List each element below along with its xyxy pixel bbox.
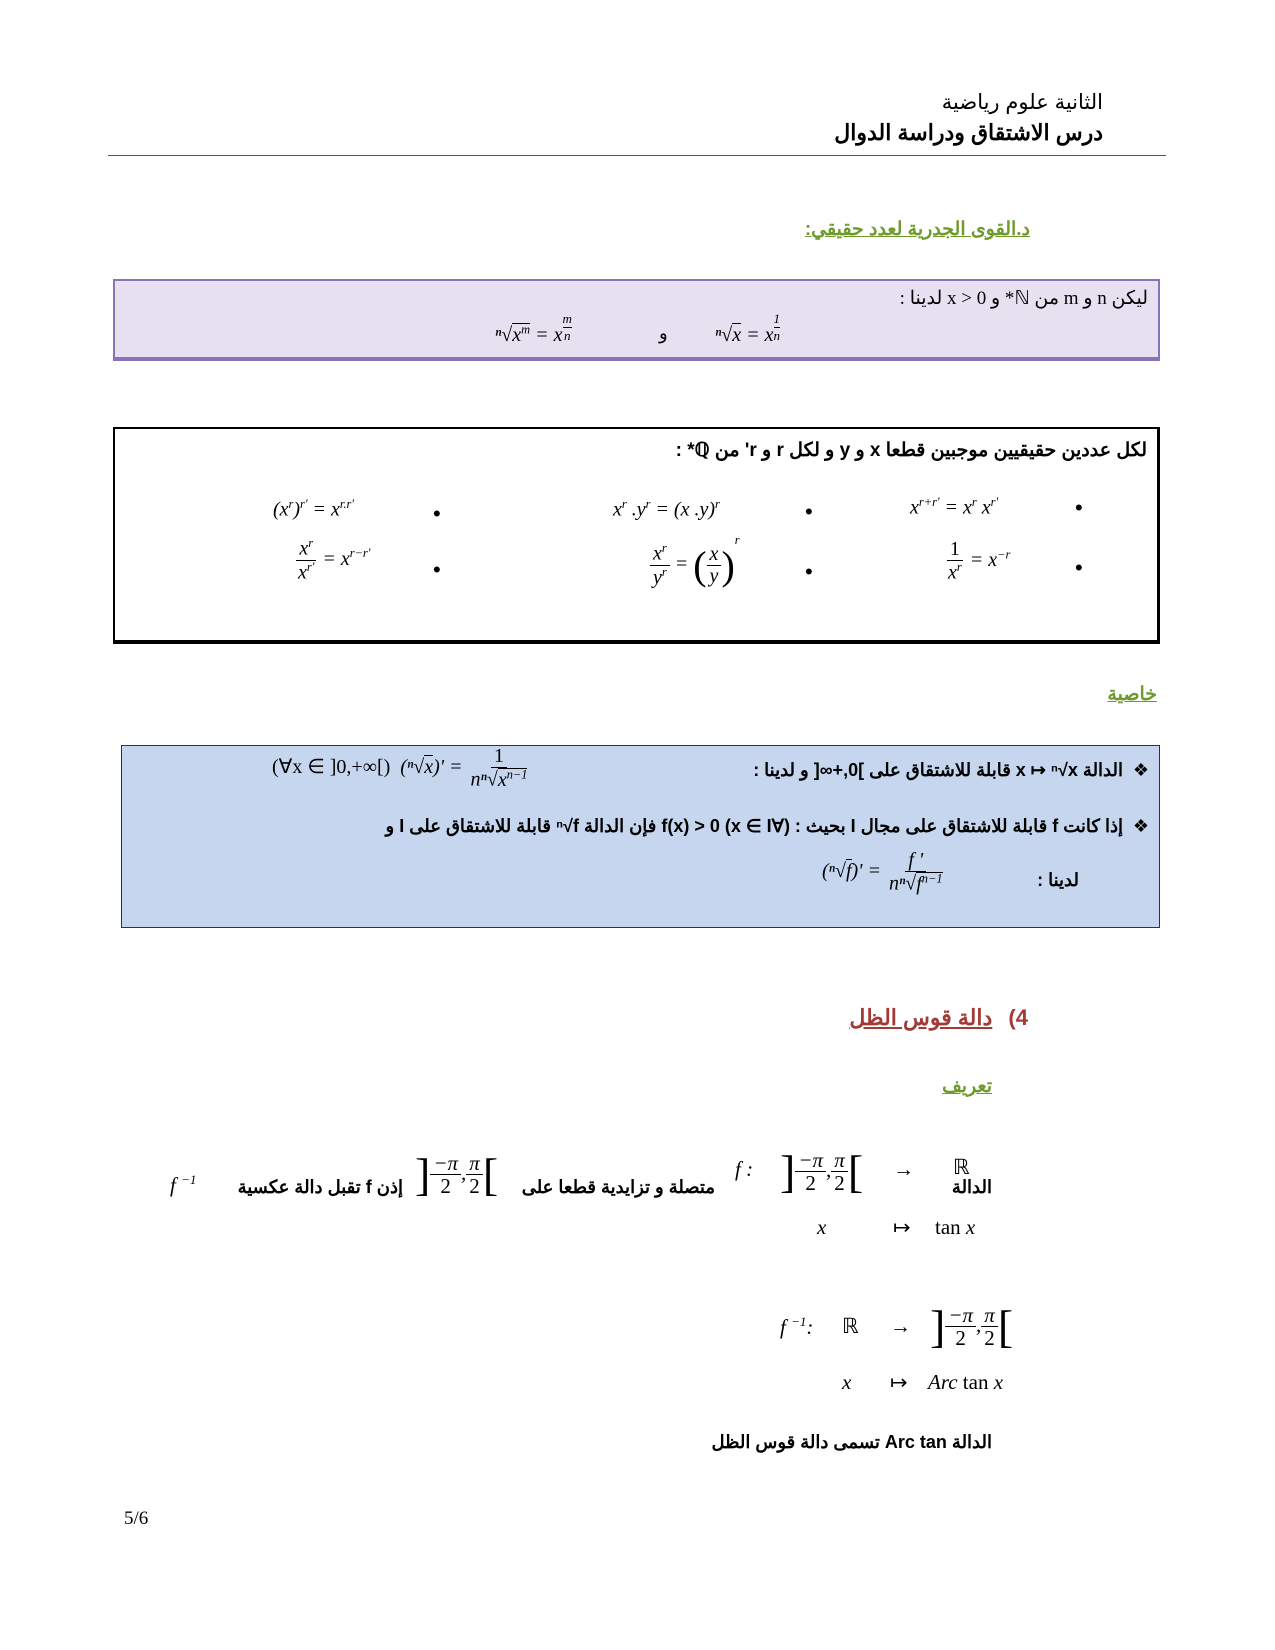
tan-function-mapping: f : ] $\frac{-\pi}{2}$ , $\frac{\pi}{2}$ [ → ℝ x ↦ tan x: [735, 1146, 976, 1239]
powers-intro: لكل عددين حقيقيين موجبين قطعا x و y و لكل r و r' من ℚ* :: [675, 440, 1147, 461]
class-label: الثانية علوم رياضية: [941, 91, 1103, 114]
property-box: [121, 745, 1160, 928]
power-rule-inverse: $\frac{1}{x^r}$ = $x^{-r}$: [948, 538, 1011, 584]
definition-title: تعريف: [942, 1076, 992, 1097]
power-rule-power: $(x^r)^{r'} = x^{r.r'}$: [273, 497, 354, 521]
roots-definition-box: [113, 279, 1160, 361]
bullet-diamond: ❖: [1132, 816, 1149, 836]
root-formula-1: ⁿ√x = x $^{\frac{1}{n}}$: [715, 311, 781, 346]
bullet: •: [805, 499, 813, 524]
power-rule-sum: $x^{r+r'} = x^r$ $x^{r'}$: [910, 495, 999, 519]
interval-pi: ] $\frac{-\pi}{2}$ , $\frac{\pi}{2}$ [: [415, 1149, 499, 1200]
section-title: دالة قوس الظل: [849, 1005, 993, 1030]
arctan-function-mapping: f $^{-1}$: ℝ → ] $\frac{-\pi}{2}$ , $\frac{\pi}{2}$ [ x ↦ Arc tan x: [780, 1301, 1014, 1394]
bullet: •: [433, 557, 441, 582]
roots-and-word: و: [659, 323, 668, 343]
page-number: 5/6: [124, 1508, 149, 1529]
bullet: •: [1075, 555, 1083, 580]
power-rule-product: $x^r$ $.y^r = (x$ .y)$^r$: [613, 497, 720, 521]
conclusion-text: إذن f تقبل دالة عكسية: [237, 1177, 403, 1197]
header-divider: [108, 155, 1166, 156]
lesson-title: درس الاشتقاق ودراسة الدوال: [834, 120, 1103, 145]
nth-root-derivative-formula: (∀x ∈ ]0,+∞[) (ⁿ√x)' = $\frac{1}{n^n√x^{n-1}}$: [272, 745, 528, 791]
powers-rules-box: [113, 427, 1160, 644]
nth-root-f-derivative-formula: (ⁿ√f)' = $\frac{f '}{n^n√f^{n-1}}$: [822, 849, 943, 895]
root-formula-2: $^n√x^m = x$ $^{\frac{m}{n}}$: [495, 311, 572, 346]
power-rule-quotient-base: $\frac{x^r}{y^r}$ = ( $\frac{x}{y}$ )$^r$: [650, 533, 740, 589]
continuity-text: متصلة و تزايدية قطعا على: [521, 1177, 715, 1197]
property-item-2-conclusion: لدينا :: [1037, 870, 1079, 890]
roots-section-title: د.القوى الجدرية لعدد حقيقي:: [804, 219, 1030, 240]
bullet: •: [433, 501, 441, 526]
section-number: 4): [1008, 1005, 1028, 1030]
function-label: الدالة: [951, 1177, 992, 1197]
bullet: •: [805, 559, 813, 584]
bullet: •: [1075, 495, 1083, 520]
arctan-naming: الدالة Arc tan تسمى دالة قوس الظل: [711, 1432, 992, 1452]
roots-intro: ليكن n و m من ℕ* و x > 0 لدينا :: [899, 288, 1148, 309]
power-rule-quotient-exp: $\frac{x^r}{x^{r'}}$ = $x^{r-r'}$: [298, 536, 371, 584]
bullet-diamond: ❖: [1132, 760, 1149, 780]
property-item-1-text: الدالة x ↦ ⁿ√x قابلة للاشتقاق على ]0,+∞[ و لدينا :: [753, 760, 1123, 780]
arctan-section-heading: [849, 1005, 1028, 1031]
f-inverse-symbol: f $^{-1}$: [170, 1172, 197, 1197]
property-item-2-text: إذا كانت f قابلة للاشتقاق على مجال I بحيث : (∀x ∈ I) f(x) > 0 فإن الدالة ⁿ√f قابلة للاشتقاق على I و: [385, 816, 1123, 836]
property-title: خاصية: [1107, 684, 1157, 705]
